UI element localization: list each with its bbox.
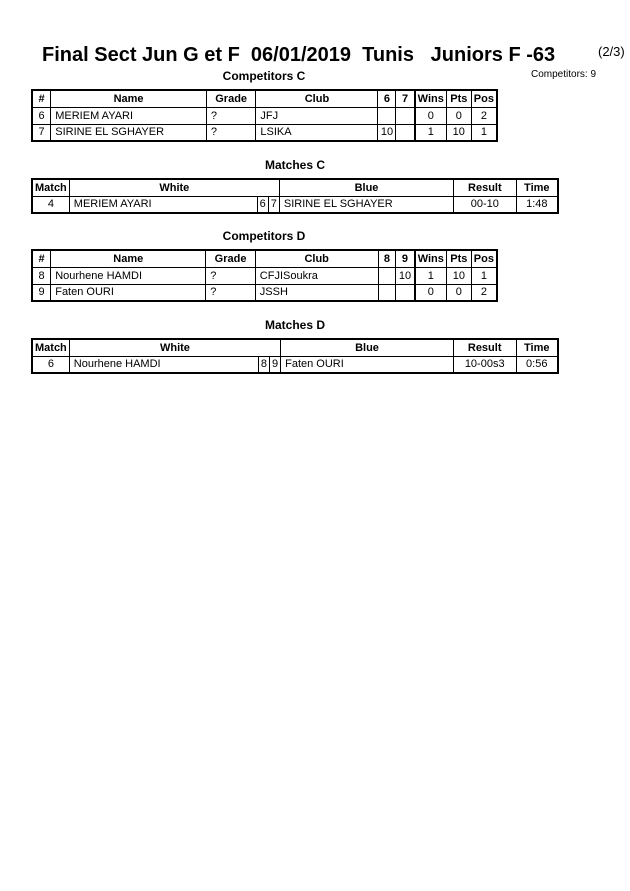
- cell-pts: 0: [446, 107, 471, 124]
- col-header: Club: [255, 250, 378, 267]
- col-header: 7: [396, 90, 415, 107]
- col-header: 6: [378, 90, 396, 107]
- table-row: [32, 107, 497, 124]
- cell-grade: ?: [206, 107, 256, 124]
- cell-name: SIRINE EL SGHAYER: [51, 124, 207, 141]
- cell-num: 8: [32, 267, 51, 284]
- table-header-row: [32, 339, 558, 356]
- cell-score: 10: [378, 124, 396, 141]
- cell-match: 4: [32, 196, 69, 213]
- cell-blue-num: 9: [270, 356, 281, 373]
- table-row: [32, 267, 497, 284]
- col-header: Match: [32, 339, 69, 356]
- cell-name: Nourhene HAMDI: [51, 267, 206, 284]
- col-header: Result: [453, 339, 516, 356]
- cell-blue: Faten OURI: [281, 356, 454, 373]
- col-header: #: [32, 90, 51, 107]
- cell-white-num: 8: [258, 356, 269, 373]
- page-number: (2/3): [598, 44, 625, 59]
- cell-pts: 0: [446, 284, 471, 301]
- matches-c-table: [31, 178, 559, 214]
- cell-time: 1:48: [516, 196, 558, 213]
- cell-white-num: 6: [257, 196, 268, 213]
- table-header-row: [32, 90, 497, 107]
- cell-wins: 1: [415, 267, 447, 284]
- cell-club: JSSH: [255, 284, 378, 301]
- cell-num: 9: [32, 284, 51, 301]
- col-header: Time: [516, 339, 558, 356]
- cell-score: [378, 284, 396, 301]
- cell-num: 7: [32, 124, 51, 141]
- cell-score: [396, 124, 415, 141]
- cell-result: 00-10: [454, 196, 517, 213]
- competitors-count: Competitors: 9: [531, 69, 597, 80]
- cell-match: 6: [32, 356, 69, 373]
- competitors-d-title: Competitors D: [222, 229, 306, 243]
- col-header: Match: [32, 179, 69, 196]
- table-row: [32, 196, 558, 213]
- matches-d-table: [31, 338, 559, 374]
- col-header: 8: [378, 250, 396, 267]
- col-header: White: [69, 179, 279, 196]
- cell-name: Faten OURI: [51, 284, 206, 301]
- table-header-row: [32, 250, 497, 267]
- cell-result: 10-00s3: [453, 356, 516, 373]
- col-header: Wins: [415, 90, 447, 107]
- cell-score: [378, 107, 396, 124]
- cell-blue: SIRINE EL SGHAYER: [279, 196, 453, 213]
- table-row: [32, 284, 497, 301]
- cell-score: [378, 267, 396, 284]
- col-header: Wins: [415, 250, 447, 267]
- matches-d-title: Matches D: [264, 318, 326, 332]
- competitors-c-title: Competitors C: [222, 69, 306, 83]
- cell-wins: 0: [415, 107, 447, 124]
- col-header: Time: [516, 179, 558, 196]
- col-header: Grade: [206, 90, 256, 107]
- col-header: White: [69, 339, 280, 356]
- col-header: Pos: [471, 90, 497, 107]
- col-header: Pos: [471, 250, 497, 267]
- page-title: Final Sect Jun G et F 06/01/2019 Tunis Juniors F -63: [42, 44, 556, 66]
- col-header: Pts: [446, 90, 471, 107]
- col-header: Grade: [206, 250, 256, 267]
- cell-score: [396, 284, 415, 301]
- table-header-row: [32, 179, 558, 196]
- cell-club: JFJ: [256, 107, 378, 124]
- cell-pts: 10: [446, 267, 471, 284]
- col-header: Result: [454, 179, 517, 196]
- cell-pos: 2: [471, 107, 497, 124]
- cell-grade: ?: [206, 124, 256, 141]
- cell-grade: ?: [206, 284, 256, 301]
- col-header: Club: [256, 90, 378, 107]
- table-row: [32, 124, 497, 141]
- cell-white: Nourhene HAMDI: [69, 356, 258, 373]
- competitors-d-table: [31, 249, 498, 302]
- cell-club: LSIKA: [256, 124, 378, 141]
- cell-wins: 0: [415, 284, 447, 301]
- col-header: Name: [51, 250, 206, 267]
- cell-score: 10: [396, 267, 415, 284]
- col-header: 9: [396, 250, 415, 267]
- cell-pos: 1: [471, 267, 497, 284]
- col-header: Pts: [446, 250, 471, 267]
- cell-name: MERIEM AYARI: [51, 107, 207, 124]
- col-header: Name: [51, 90, 207, 107]
- cell-white: MERIEM AYARI: [69, 196, 257, 213]
- cell-blue-num: 7: [268, 196, 279, 213]
- cell-club: CFJISoukra: [255, 267, 378, 284]
- table-row: [32, 356, 558, 373]
- cell-pos: 1: [471, 124, 497, 141]
- col-header: #: [32, 250, 51, 267]
- col-header: Blue: [279, 179, 453, 196]
- cell-time: 0:56: [516, 356, 558, 373]
- matches-c-title: Matches C: [264, 158, 326, 172]
- cell-pts: 10: [446, 124, 471, 141]
- competitors-c-table: [31, 89, 498, 142]
- cell-grade: ?: [206, 267, 256, 284]
- col-header: Blue: [281, 339, 454, 356]
- cell-wins: 1: [415, 124, 447, 141]
- cell-score: [396, 107, 415, 124]
- cell-pos: 2: [471, 284, 497, 301]
- cell-num: 6: [32, 107, 51, 124]
